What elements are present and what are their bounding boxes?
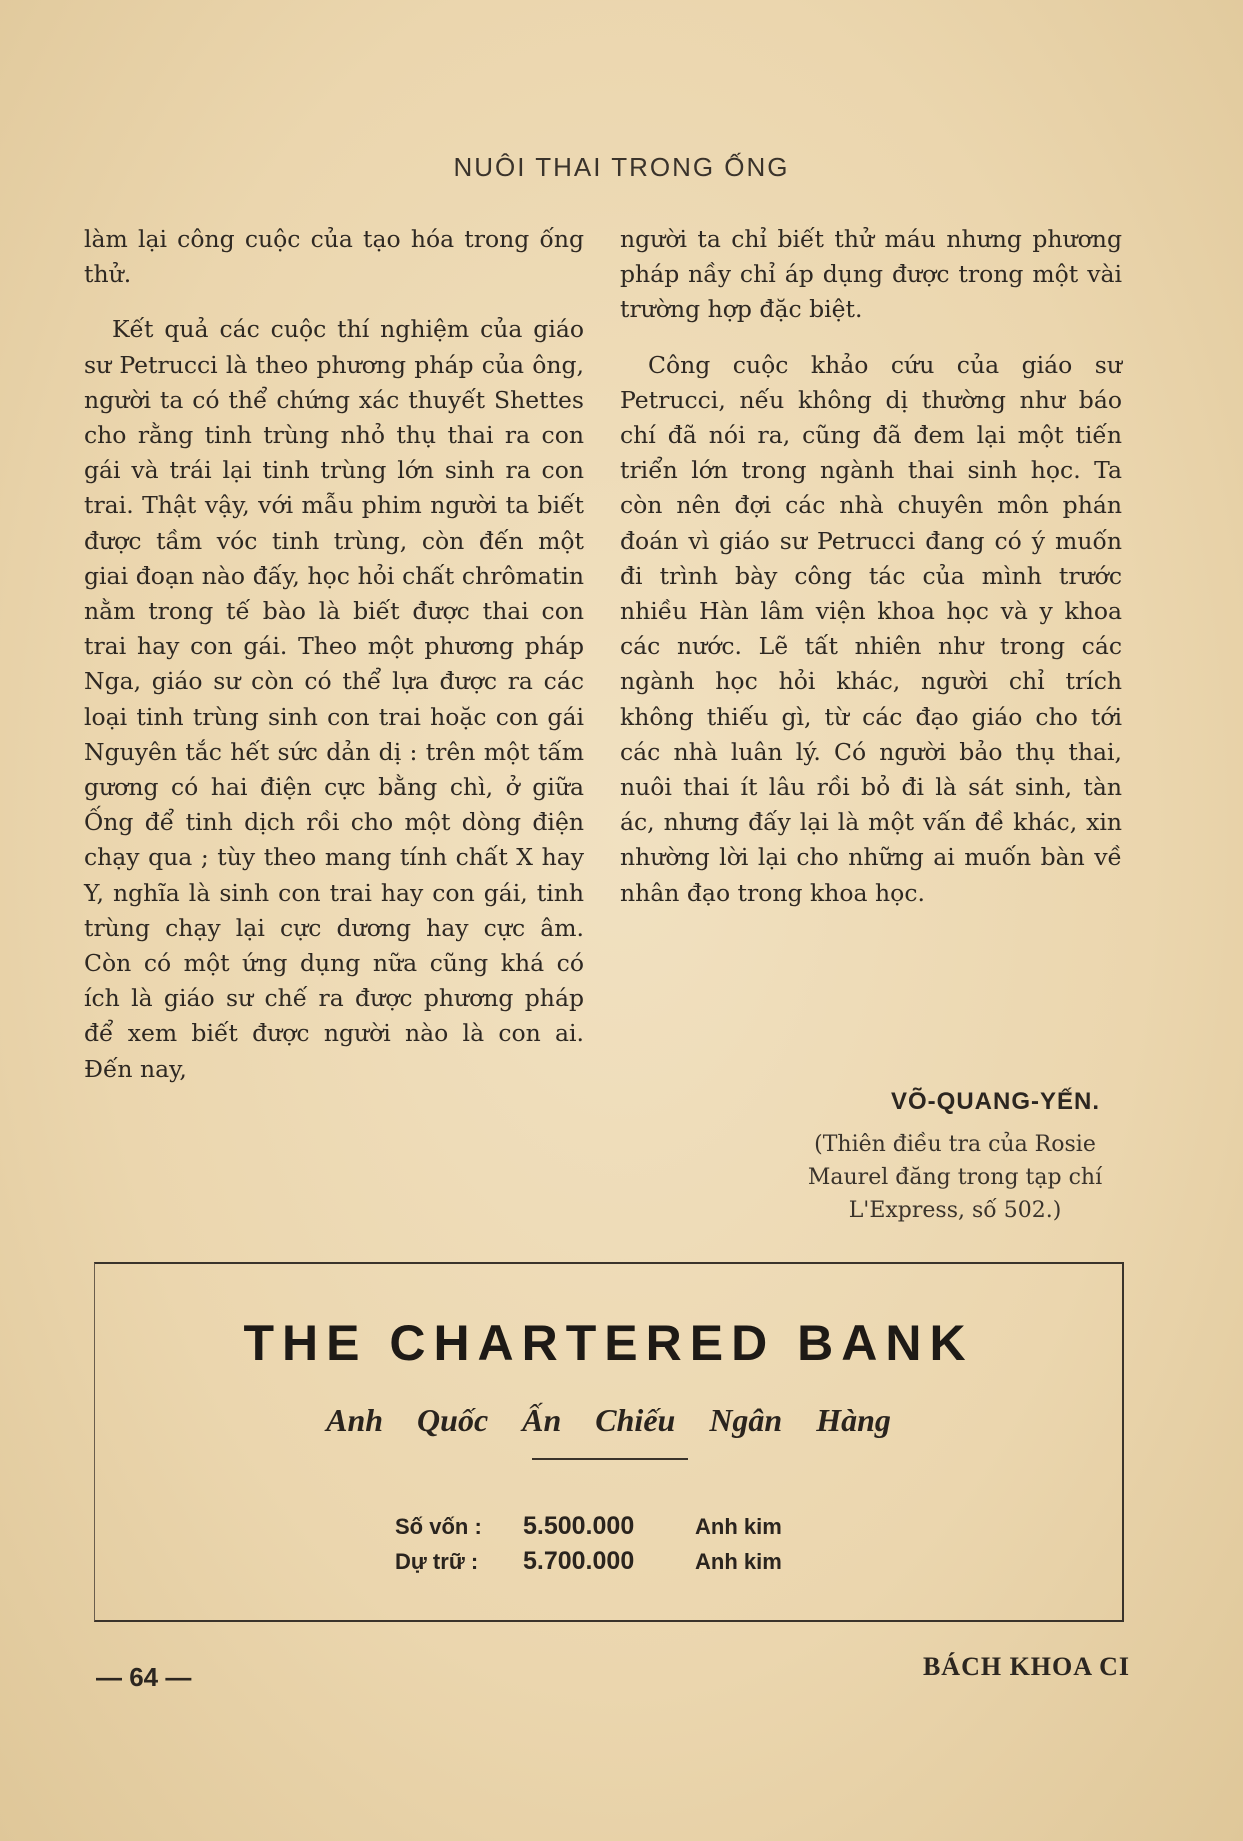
ad-subtitle: Anh Quốc Ấn Chiếu Ngân Hàng bbox=[326, 1402, 891, 1438]
left-paragraph-2: Kết quả các cuộc thí nghiệm của giáo sư Petrucci là theo phương pháp của ông, người ta có thể chứng xác thuyết Shettes cho rằng tinh trùng nhỏ thụ thai ra con gái và trái lại tinh trùng lớn sinh ra con trai. Thật vậy, với mẫu phim người ta biết được tầm vóc tinh trùng, còn đến một giai đoạn nào đấy, học hỏi chất chrômatin nằm trong tế bào là biết được thai con trai hay con gái. Theo một phương pháp Nga, giáo sư còn có thể lựa được ra các loại tinh trùng sinh con trai hoặc con gái Nguyên tắc hết sức dản dị : trên một tấm gương có hai điện cực bằng chì, ở giữa Ống để tinh dịch rồi cho một dòng điện chạy qua ; tùy theo mang tính chất X hay Y, nghĩa là sinh con trai hay con gái, tinh trùng chạy lại cực dương hay cực âm. Còn có một ứng dụng nữa cũng khá có ích là giáo sư chế ra được phương pháp để xem biết được người nào là con ai. Đến nay, bbox=[84, 315, 584, 1083]
reserve-row bbox=[395, 1547, 782, 1582]
bank-advertisement bbox=[94, 1262, 1124, 1622]
left-paragraph-1: làm lại công cuộc của tạo hóa trong ống thử. bbox=[84, 225, 584, 289]
ad-divider bbox=[532, 1458, 688, 1460]
capital-unit: Anh kim bbox=[695, 1514, 782, 1539]
capital-amount: 5.500.000 bbox=[523, 1512, 635, 1540]
capital-block bbox=[395, 1512, 782, 1582]
right-column bbox=[620, 222, 1122, 911]
reserve-amount: 5.700.000 bbox=[523, 1547, 635, 1575]
right-paragraph-1: người ta chỉ biết thử máu nhưng phương pháp nầy chỉ áp dụng được trong một vài trường hợp đặc biệt. bbox=[620, 225, 1122, 324]
left-column bbox=[84, 222, 584, 1087]
ad-title: THE CHARTERED BANK bbox=[243, 1315, 974, 1371]
reserve-unit: Anh kim bbox=[695, 1549, 782, 1574]
author-signature: VÕ-QUANG-YẾN. bbox=[890, 1088, 1100, 1115]
reserve-label: Dự trữ : bbox=[395, 1549, 479, 1574]
right-paragraph-2: Công cuộc khảo cứu của giáo sư Petrucci, nếu không dị thường như báo chí đã nói ra, cũng đã đem lại một tiến triển lớn trong ngành thai sinh học. Ta còn nên đợi các nhà chuyên môn phán đoán vì giáo sư Petrucci đang có ý muốn đi trình bày công tác của mình trước nhiều Hàn lâm viện khoa học và y khoa các nước. Lẽ tất nhiên như trong các ngành học hỏi khác, người chỉ trích không thiếu gì, từ các đạo giáo cho tới các nhà luân lý. Có người bảo thụ thai, nuôi thai ít lâu rồi bỏ đi là sát sinh, tàn ác, nhưng đấy lại là một vấn đề khác, xin nhường lời lại cho những ai muốn bàn về nhân đạo trong khoa học. bbox=[620, 350, 1122, 907]
source-note: (Thiên điều tra của Rosie Maurel đăng trong tạp chí L'Express, số 502.) bbox=[807, 1132, 1103, 1223]
capital-label: Số vốn : bbox=[395, 1514, 482, 1539]
journal-name: BÁCH KHOA CI bbox=[922, 1652, 1130, 1681]
page-number: — 64 — bbox=[96, 1662, 192, 1692]
capital-row bbox=[395, 1512, 782, 1547]
running-head: NUÔI THAI TRONG ỐNG bbox=[453, 152, 790, 182]
